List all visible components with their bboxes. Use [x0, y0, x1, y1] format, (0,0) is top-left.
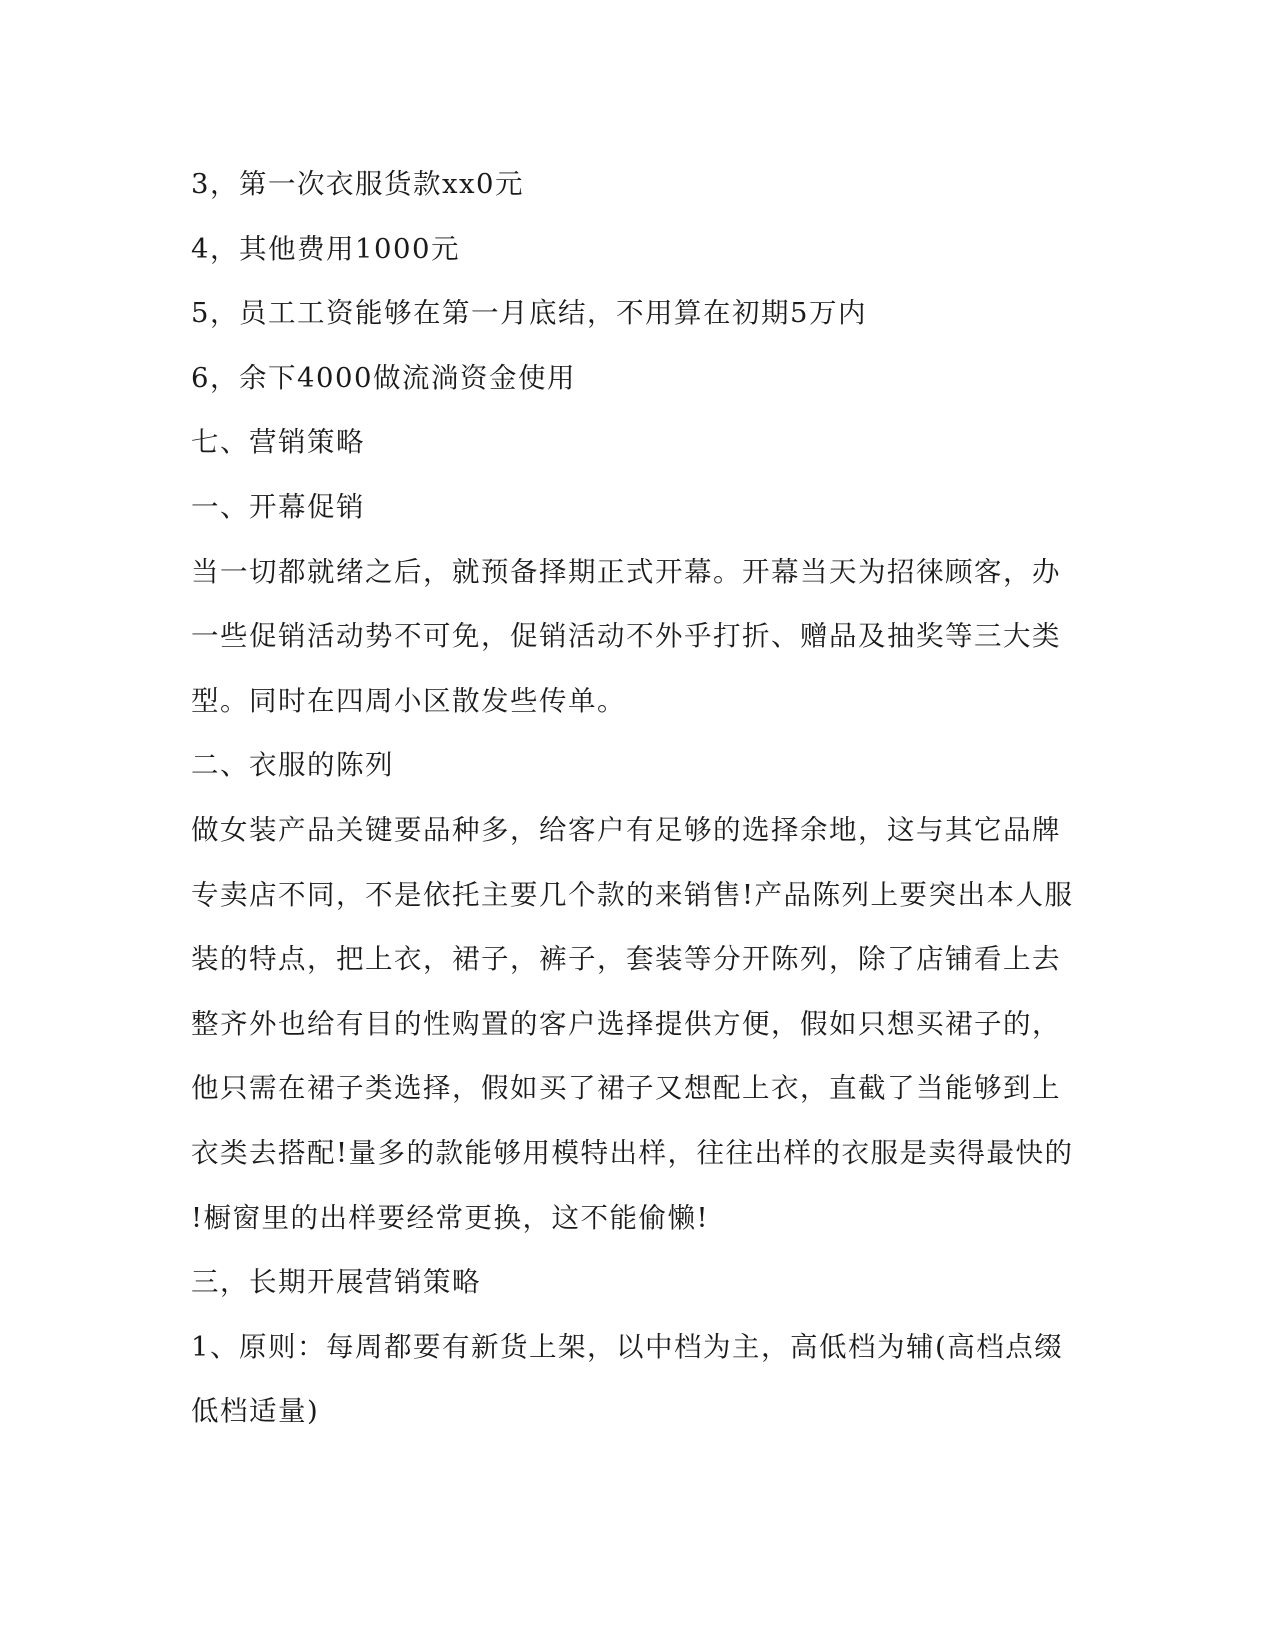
paragraph-line: 型。同时在四周小区散发些传单。 — [191, 684, 626, 717]
list-item-other-costs: 4，其他费用1000元 — [191, 232, 460, 265]
list-item-working-capital: 6，余下4000做流淌资金使用 — [191, 361, 576, 394]
section-heading-marketing-strategy: 七、营销策略 — [191, 426, 365, 459]
list-item-staff-wages: 5，员工工资能够在第一月底结，不用算在初期5万内 — [191, 297, 867, 330]
subheading-long-term-strategy: 三，长期开展营销策略 — [191, 1266, 481, 1299]
paragraph-line: 装的特点，把上衣，裙子，裤子，套装等分开陈列，除了店铺看上去 — [191, 943, 1061, 976]
subheading-opening-promotion: 一、开幕促销 — [191, 490, 365, 523]
paragraph-line: 当一切都就绪之后，就预备择期正式开幕。开幕当天为招徕顾客，办 — [191, 555, 1061, 588]
paragraph-line: 他只需在裙子类选择，假如买了裙子又想配上衣，直截了当能够到上 — [191, 1072, 1061, 1105]
list-item-principle: 1、原则：每周都要有新货上架，以中档为主，高低档为辅(高档点缀 — [191, 1330, 1064, 1363]
paragraph-line: 整齐外也给有目的性购置的客户选择提供方便，假如只想买裙子的， — [191, 1007, 1061, 1040]
paragraph-line: 一些促销活动势不可免，促销活动不外乎打折、赠品及抽奖等三大类 — [191, 620, 1061, 653]
subheading-clothing-display: 二、衣服的陈列 — [191, 749, 394, 782]
list-item-clothing-payment: 3，第一次衣服货款xx0元 — [191, 168, 525, 200]
paragraph-line: 做女装产品关键要品种多，给客户有足够的选择余地，这与其它品牌 — [191, 813, 1061, 846]
paragraph-line: 专卖店不同，不是依托主要几个款的来销售!产品陈列上要突出本人服 — [191, 878, 1074, 911]
paragraph-line: !橱窗里的出样要经常更换，这不能偷懒! — [191, 1201, 710, 1234]
paragraph-line: 低档适量) — [191, 1395, 320, 1428]
document-body — [191, 152, 1074, 1444]
paragraph-line: 衣类去搭配!量多的款能够用模特出样，往往出样的衣服是卖得最快的 — [191, 1136, 1074, 1169]
